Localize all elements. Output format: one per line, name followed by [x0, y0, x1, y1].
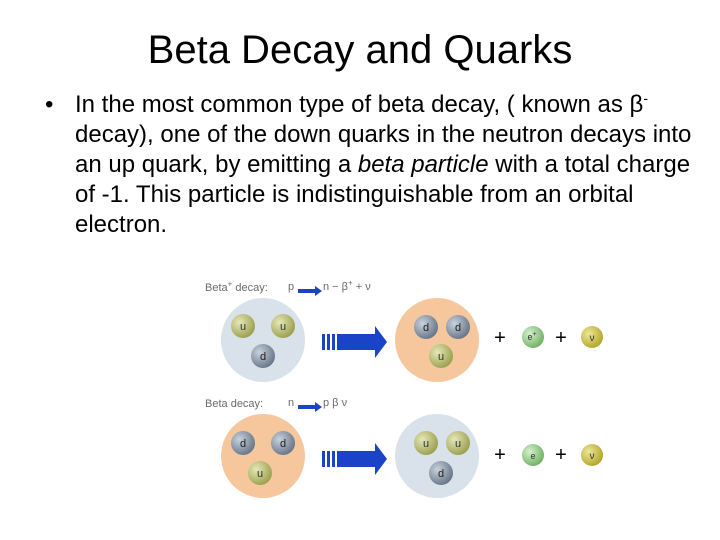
arrow-tail-bar-3 — [332, 334, 335, 350]
bullet-text-part2: decay), one of the down quarks in the neutron decays into an up quark, by emitting a — [75, 121, 692, 178]
proton-before-circle — [221, 298, 305, 382]
decay-arrow-head — [375, 326, 387, 358]
beta-plus-label-text: Beta — [205, 282, 228, 294]
bullet-text-part1: In the most common type of beta decay, ( known as β — [75, 91, 644, 118]
beta-minus-label-text: Beta — [205, 398, 228, 410]
plus-sign-1: + — [494, 327, 506, 349]
beta-plus-rhs-text: n − β — [323, 281, 348, 293]
header-arrow-plus-head — [315, 286, 322, 296]
quark-label-1: u — [239, 321, 247, 333]
neutron-before-circle — [221, 414, 305, 498]
quark-label-2: u — [279, 321, 287, 333]
bullet-text-part3: with a total charge of -1. This particle is indistinguishable from an orbital electron. — [75, 151, 691, 238]
bullet-text-emphasis: beta particle — [357, 151, 489, 178]
quark-label-5: d — [454, 322, 462, 334]
header-arrow-minus-head — [315, 402, 322, 412]
arrow-tail-bar-2 — [327, 334, 330, 350]
quark-label-3: d — [259, 351, 267, 363]
electron-label: e — [530, 451, 536, 461]
beta-minus-rhs-text: p β — [323, 397, 339, 409]
plus-sign-3: + — [494, 444, 506, 466]
beta-plus-rhs-rest: + ν — [352, 281, 371, 293]
neutrino-label-2: ν — [589, 451, 595, 462]
quark-label-6: u — [437, 351, 445, 363]
bullet-text — [75, 90, 700, 240]
decay-arrow2-head — [375, 443, 387, 475]
header-arrow-plus — [298, 289, 315, 293]
proton-after-circle — [395, 414, 479, 498]
beta-decay-figure — [195, 270, 615, 500]
bullet-text-sup: - — [643, 90, 648, 106]
slide-title: Beta Decay and Quarks — [147, 28, 573, 72]
plus-sign-2: + — [555, 327, 567, 349]
beta-plus-label-rest: decay: — [232, 282, 268, 294]
quark-label-9: u — [256, 468, 264, 480]
bullet-list — [45, 90, 700, 240]
beta-plus-label-sup: + — [227, 279, 233, 289]
decay-arrow-body — [337, 334, 375, 350]
beta-minus-rhs-rest: ν — [338, 397, 348, 409]
quark-label-10: u — [422, 438, 430, 450]
neutron-after-circle — [395, 298, 479, 382]
beta-plus-rhs-sup: + — [347, 278, 353, 288]
header-arrow-minus — [298, 405, 315, 409]
quark-label-11: u — [454, 438, 462, 450]
arrow2-tail-bar-2 — [327, 451, 330, 467]
bullet-marker: • — [45, 91, 54, 118]
positron-label: e+ — [527, 331, 537, 342]
quark-label-12: d — [437, 468, 445, 480]
quark-label-4: d — [422, 322, 430, 334]
decay-arrow2-body — [337, 451, 375, 467]
decay-diagram-svg — [195, 270, 615, 500]
beta-plus-lhs: p — [288, 281, 295, 293]
quark-label-7: d — [239, 438, 247, 450]
beta-minus-label-rest: decay: — [227, 398, 264, 410]
beta-minus-lhs: n — [288, 397, 295, 409]
arrow2-tail-bar-1 — [322, 451, 325, 467]
plus-sign-4: + — [555, 444, 567, 466]
arrow2-tail-bar-3 — [332, 451, 335, 467]
arrow-tail-bar-1 — [322, 334, 325, 350]
neutrino-label-1: ν — [589, 333, 595, 344]
quark-label-8: d — [279, 438, 287, 450]
